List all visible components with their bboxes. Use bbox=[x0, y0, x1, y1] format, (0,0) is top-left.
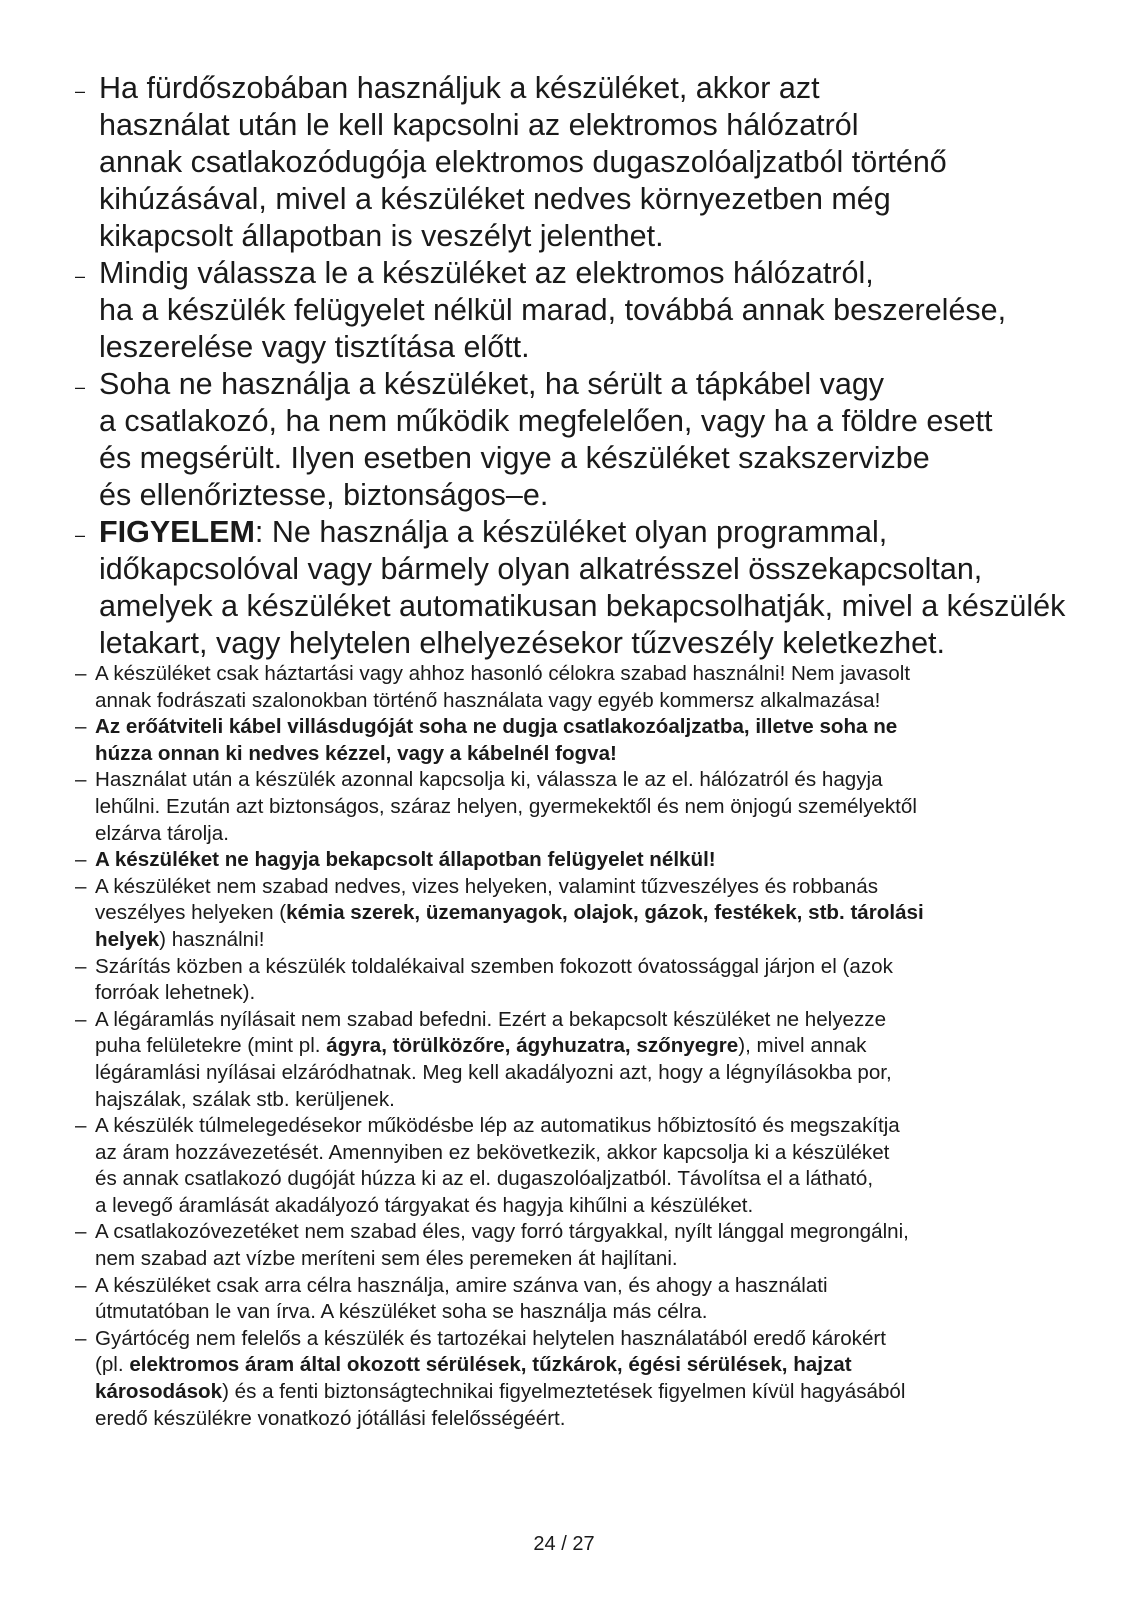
list-item bbox=[75, 70, 1075, 255]
list-dash: – bbox=[75, 662, 87, 685]
item-line: Soha ne használja a készüléket, ha sérült a tápkábel vagy bbox=[99, 367, 885, 401]
item-line: ha a készülék felügyelet nélkül marad, továbbá annak beszerelése, bbox=[99, 293, 1007, 327]
list-item bbox=[75, 1007, 1075, 1113]
item-line: puha felületekre (mint pl. bbox=[95, 1034, 327, 1058]
item-line: veszélyes helyeken ( bbox=[95, 901, 287, 925]
item-line-bold: húzza onnan ki nedves kézzel, vagy a kábelnél fogva! bbox=[95, 741, 617, 765]
item-line: az áram hozzávezetését. Amennyiben ez bekövetkezik, akkor kapcsolja ki a készüléket bbox=[95, 1140, 890, 1164]
list-item bbox=[75, 1326, 1075, 1432]
list-dash: – bbox=[75, 848, 87, 872]
item-line: A készülék túlmelegedésekor működésbe lép az automatikus hőbiztosító és megszakítja bbox=[95, 1114, 900, 1138]
list-dash: – bbox=[75, 1326, 87, 1350]
list-item bbox=[75, 954, 1075, 1007]
list-item bbox=[75, 767, 1075, 847]
item-line: A légáramlás nyílásait nem szabad befedni. Ezért a bekapcsolt készüléket ne helyezze bbox=[95, 1007, 887, 1031]
list-item bbox=[75, 874, 1075, 954]
item-line: Ha fürdőszobában használjuk a készüléket, akkor azt bbox=[99, 71, 820, 105]
list-item bbox=[75, 1219, 1075, 1272]
item-line: a levegő áramlását akadályozó tárgyakat és hagyja kihűlni a készüléket. bbox=[95, 1193, 754, 1217]
item-line: ) és a fenti biztonságtechnikai figyelmeztetések figyelmen kívül hagyásából bbox=[222, 1380, 906, 1404]
item-emphasis: helyek bbox=[95, 927, 160, 951]
item-emphasis: ágyra, törülközőre, ágyhuzatra, szőnyegre bbox=[326, 1034, 739, 1058]
small-warning-list bbox=[75, 661, 1075, 1432]
list-item bbox=[75, 847, 1075, 874]
item-line: kikapcsolt állapotban is veszélyt jelenthet. bbox=[99, 219, 664, 253]
list-dash: – bbox=[75, 1007, 87, 1031]
item-line: forróak lehetnek). bbox=[95, 981, 256, 1005]
list-item bbox=[75, 1113, 1075, 1219]
item-line: A készüléket csak háztartási vagy ahhoz hasonló célokra szabad használni! Nem javasolt bbox=[95, 662, 911, 685]
item-line-bold: Az erőátviteli kábel villásdugóját soha ne dugja csatlakozóaljzatba, illetve soha ne bbox=[95, 715, 898, 739]
item-emphasis: elektromos áram által okozott sérülések, tűzkárok, égési sérülések, hajzat bbox=[129, 1353, 852, 1377]
list-item bbox=[75, 255, 1075, 366]
item-line: (pl. bbox=[95, 1353, 130, 1377]
item-line: kihúzásával, mivel a készüléket nedves környezetben még bbox=[99, 182, 891, 216]
list-dash: – bbox=[75, 768, 87, 792]
warning-label: FIGYELEM bbox=[99, 515, 255, 549]
item-line: amelyek a készüléket automatikusan bekapcsolhatják, mivel a készülék bbox=[99, 589, 1066, 623]
large-warning-list bbox=[75, 70, 1075, 662]
item-emphasis: kémia szerek, üzemanyagok, olajok, gázok, festékek, stb. tárolási bbox=[286, 901, 924, 925]
list-dash: – bbox=[75, 715, 87, 739]
item-line: A készüléket csak arra célra használja, amire szánva van, és ahogy a használati bbox=[95, 1273, 828, 1297]
item-line-bold: A készüléket ne hagyja bekapcsolt állapotban felügyelet nélkül! bbox=[95, 848, 716, 872]
list-item bbox=[75, 514, 1075, 662]
item-line: Használat után a készülék azonnal kapcsolja ki, válassza le az el. hálózatról és hagyja bbox=[95, 768, 883, 792]
item-line: időkapcsolóval vagy bármely olyan alkatrésszel összekapcsoltan, bbox=[99, 552, 983, 586]
item-line: Gyártócég nem felelős a készülék és tartozékai helytelen használatából eredő károkért bbox=[95, 1326, 887, 1350]
list-item bbox=[75, 661, 1075, 714]
item-line: elzárva tárolja. bbox=[95, 821, 229, 845]
item-line: letakart, vagy helytelen elhelyezésekor tűzveszély keletkezhet. bbox=[99, 626, 945, 660]
item-line: útmutatóban le van írva. A készüléket soha se használja más célra. bbox=[95, 1300, 708, 1324]
list-dash: – bbox=[75, 954, 87, 978]
item-emphasis: károsodások bbox=[95, 1380, 223, 1404]
item-line: a csatlakozó, ha nem működik megfelelően, vagy ha a földre esett bbox=[99, 404, 993, 438]
item-line: légáramlási nyílásai elzáródhatnak. Meg kell akadályozni azt, hogy a légnyílásokba por, bbox=[95, 1060, 892, 1084]
list-dash: – bbox=[75, 377, 86, 397]
list-item bbox=[75, 366, 1075, 514]
list-dash: – bbox=[75, 525, 86, 545]
list-item bbox=[75, 714, 1075, 767]
item-line: : Ne használja a készüléket olyan programmal, bbox=[254, 515, 888, 549]
item-line: annak fodrászati szalonokban történő használata vagy egyéb kommersz alkalmazása! bbox=[95, 688, 881, 712]
item-line: A csatlakozóvezetéket nem szabad éles, vagy forró tárgyakkal, nyílt lánggal megrongálni, bbox=[95, 1220, 909, 1244]
item-line: Mindig válassza le a készüléket az elektromos hálózatról, bbox=[99, 256, 874, 290]
page-number: 24 / 27 bbox=[533, 1533, 595, 1555]
list-dash: – bbox=[75, 1273, 87, 1297]
item-line: használat után le kell kapcsolni az elektromos hálózatról bbox=[99, 108, 859, 142]
list-dash: – bbox=[75, 81, 86, 101]
item-line: eredő készülékre vonatkozó jótállási felelősségéért. bbox=[95, 1406, 566, 1430]
item-line: és ellenőriztesse, biztonságos–e. bbox=[99, 478, 549, 512]
item-line: annak csatlakozódugója elektromos dugaszolóaljzatból történő bbox=[99, 145, 947, 179]
item-line: ), mivel annak bbox=[738, 1034, 867, 1058]
item-line: ) használni! bbox=[159, 927, 265, 951]
item-line: nem szabad azt vízbe meríteni sem éles peremeken át hajlítani. bbox=[95, 1247, 678, 1271]
list-dash: – bbox=[75, 1220, 87, 1244]
item-line: leszerelése vagy tisztítása előtt. bbox=[99, 330, 530, 364]
list-dash: – bbox=[75, 266, 86, 286]
item-line: hajszálak, szálak stb. kerüljenek. bbox=[95, 1087, 395, 1111]
list-dash: – bbox=[75, 1114, 87, 1138]
list-item bbox=[75, 1273, 1075, 1326]
item-line: lehűlni. Ezután azt biztonságos, száraz helyen, gyermekektől és nem önjogú személyektől bbox=[95, 794, 917, 818]
item-line: és annak csatlakozó dugóját húzza ki az el. dugaszolóaljzatból. Távolítsa el a látható, bbox=[95, 1167, 874, 1191]
item-line: Szárítás közben a készülék toldalékaival szemben fokozott óvatossággal járjon el (azok bbox=[95, 954, 893, 978]
item-line: és megsérült. Ilyen esetben vigye a készüléket szakszervizbe bbox=[99, 441, 930, 475]
list-dash: – bbox=[75, 874, 87, 898]
item-line: A készüléket nem szabad nedves, vizes helyeken, valamint tűzveszélyes és robbanás bbox=[95, 874, 878, 898]
